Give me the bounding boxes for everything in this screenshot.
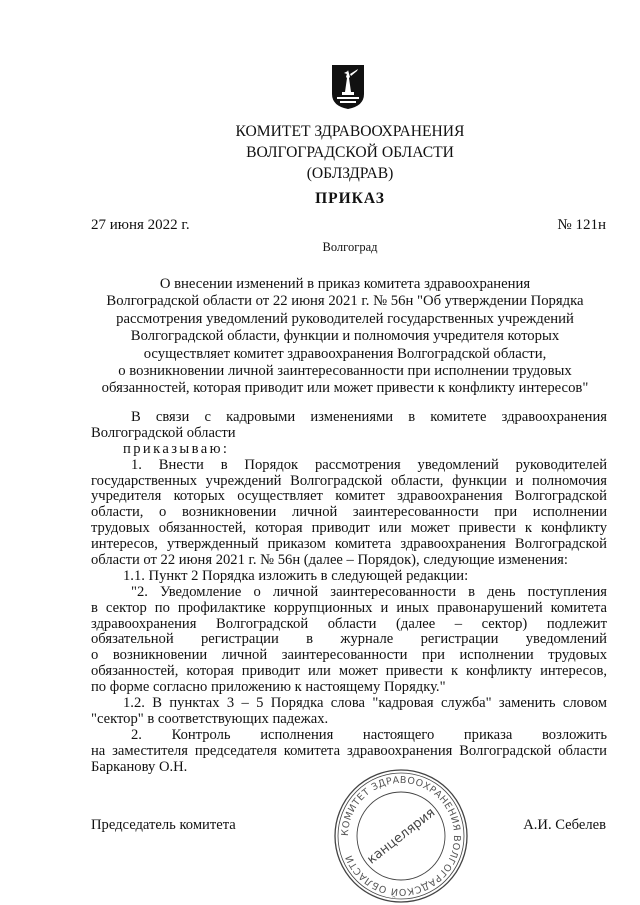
body-line: Барканову О.Н. — [91, 758, 188, 775]
body-line: о возникновении личной заинтересованности при исполнении трудовых — [91, 647, 607, 664]
body-line: здравоохранения Волгоградской области (далее – сектор) подлежит — [91, 615, 607, 632]
body-line: 1.1. Пункт 2 Порядка изложить в следующей редакции: — [123, 567, 469, 584]
organization-header — [150, 121, 550, 184]
document-subject — [50, 276, 640, 398]
org-line: КОМИТЕТ ЗДРАВООХРАНЕНИЯ — [235, 123, 465, 140]
body-line: обязательной регистрации в журнале регистрации уведомлений — [91, 631, 607, 648]
subject-line: Волгоградской области от 22 июня 2021 г. № 56н "Об утверждении Порядка — [106, 293, 584, 310]
body-line: Волгоградской области — [91, 424, 236, 441]
body-line: "2. Уведомление о личной заинтересованности в день поступления — [131, 583, 607, 600]
stamp-ring-text: КОМИТЕТ ЗДРАВООХРАНЕНИЯ ВОЛГОГРАДСКОЙ ОБЛАСТИ — [339, 774, 463, 898]
subject-line: о возникновении личной заинтересованности при исполнении трудовых — [118, 363, 572, 380]
subject-line: рассмотрения уведомлений руководителей государственных учреждений — [116, 310, 574, 327]
document-date: 27 июня 2022 г. — [91, 217, 190, 233]
body-line: по форме согласно приложению к настоящему Порядку." — [91, 679, 446, 696]
signatory-name: А.И. Себелев — [523, 817, 606, 833]
office-stamp — [333, 768, 469, 904]
body-line: В связи с кадровыми изменениями в комитете здравоохранения — [131, 409, 607, 425]
body-line: на заместителя председателя комитета здравоохранения Волгоградской области — [91, 742, 607, 759]
signatory-position: Председатель комитета — [91, 817, 236, 833]
subject-line: осуществляет комитет здравоохранения Волгоградской области, — [143, 345, 547, 362]
document-body — [91, 410, 607, 775]
body-line: в сектор по профилактике коррупционных и иных правонарушений комитета — [91, 599, 607, 616]
document-type: ПРИКАЗ — [315, 190, 385, 207]
body-line: приказываю: — [123, 440, 230, 457]
body-line: учредителя которых осуществляет комитет здравоохранения Волгоградской — [91, 488, 607, 505]
body-line: государственных учреждений Волгоградской области, функции и полномочия — [91, 472, 607, 489]
body-line: "сектор" в соответствующих падежах. — [91, 710, 329, 727]
subject-line: обязанностей, которая приводит или может привести к конфликту интересов" — [101, 380, 589, 397]
body-line: 1.2. В пунктах 3 – 5 Порядка слова "кадровая служба" заменить словом — [123, 695, 607, 712]
body-line: 1. Внести в Порядок рассмотрения уведомлений руководителей — [131, 456, 607, 473]
body-line: трудовых обязанностей, которая приводит или может привести к конфликту — [91, 520, 607, 537]
document-number: № 121н — [557, 217, 606, 233]
body-line: 2. Контроль исполнения настоящего приказа возложить — [131, 726, 607, 743]
body-line: области от 22 июня 2021 г. № 56н (далее – Порядок), следующие изменения: — [91, 552, 568, 569]
subject-line: О внесении изменений в приказ комитета здравоохранения — [159, 276, 531, 292]
coat-of-arms-emblem — [331, 64, 365, 110]
body-line: области, о возникновении личной заинтересованности при исполнении — [91, 504, 607, 521]
subject-line: Волгоградской области, функции и полномочия учредителя которых — [130, 328, 560, 345]
org-line: ВОЛГОГРАДСКОЙ ОБЛАСТИ — [246, 144, 454, 161]
body-line: интересов, утвержденный приказом комитета здравоохранения Волгоградской — [91, 536, 607, 553]
stamp-center-text: канцелярия — [364, 805, 439, 868]
body-line: обязанностей, которая приводит или может привести к конфликту интересов, — [91, 663, 607, 680]
document-city: Волгоград — [322, 240, 378, 254]
org-line: (ОБЛЗДРАВ) — [306, 165, 394, 182]
